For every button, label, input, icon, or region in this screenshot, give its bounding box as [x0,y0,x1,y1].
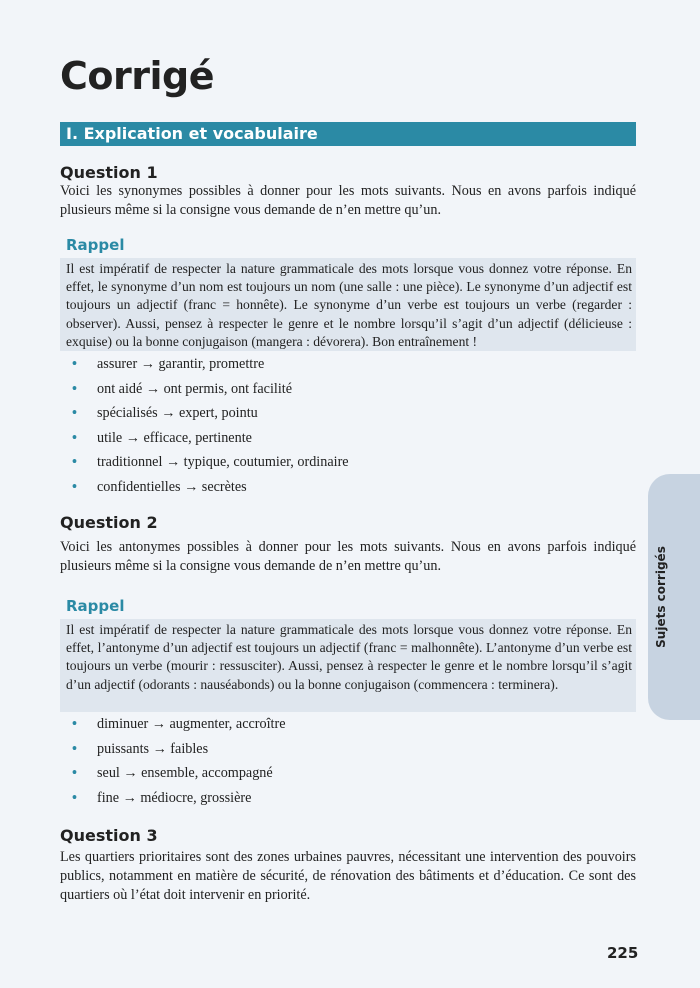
question-1-intro: Voici les synonymes possibles à donner pour les mots suivants. Nous en avons parfois indiqué plusieurs même si la consigne vous demande de n’en mettre qu’un. [60,183,636,218]
bullet-icon: • [72,380,77,397]
bullet-icon: • [72,429,77,446]
question-2-intro: Voici les antonymes possibles à donner pour les mots suivants. Nous en avons parfois indiqué plusieurs même si la consigne vous demande de n’en mettre qu’un. [60,539,636,574]
side-tab-label: Sujets corrigés [654,546,668,648]
section-heading-band: I. Explication et vocabulaire [60,122,636,146]
rappel-2-box [60,619,636,712]
list-item: • spécialisés → expert, pointu [72,405,258,421]
page-title: Corrigé [60,54,214,98]
list-item: • seul → ensemble, accompagné [72,765,273,781]
bullet-icon: • [72,716,77,732]
list-item: • fine → médiocre, grossière [72,789,252,806]
list-item: • confidentielles → secrètes [72,478,247,495]
list-item: • puissants → faibles [72,740,209,757]
bullet-icon: • [72,740,77,757]
question-2-heading: Question 2 [60,513,158,532]
rappel-1-title: Rappel [66,236,125,254]
page-number: 225 [607,944,639,962]
bullet-icon: • [72,405,77,421]
bullet-icon: • [72,765,77,781]
question-1-heading: Question 1 [60,163,158,182]
bullet-icon: • [72,356,77,372]
bullet-icon: • [72,478,77,495]
question-3-text: Les quartiers prioritaires sont des zones urbaines pauvres, nécessitant une intervention des pouvoirs publics, notamment en matière de sécurité, de rénovation des bâtiments et d’éducation. Ce sont des quartiers où l’état doit intervenir en priorité. [60,849,636,903]
question-3-heading: Question 3 [60,826,158,845]
rappel-1-text: Il est impératif de respecter la nature grammaticale des mots lorsque vous donnez votre réponse. En effet, le synonyme d’un nom est toujours un nom (une salle : une pièce). Le synonyme d’un adjectif est toujours un adjectif (franc = honnête). Le synonyme d’un verbe est toujours un verbe (regarder : observer). Aussi, pensez à respecter le genre et le nombre lorsqu’il s’agit d’un adjectif (délicieuse : exquise) ou la bonne conjugaison (mangera : dévorera). Bon entraînement ! [66,261,632,349]
list-item: • diminuer → augmenter, accroître [72,716,286,732]
list-item: • utile → efficace, pertinente [72,429,252,446]
list-item: • ont aidé → ont permis, ont facilité [72,380,293,397]
rappel-2-text: Il est impératif de respecter la nature grammaticale des mots lorsque vous donnez votre réponse. En effet, l’antonyme d’un adjectif est toujours un adjectif (franc = malhonnête). L’antonyme d’un verbe est toujours un verbe (mourir : ressusciter). Aussi, pensez à respecter le genre et le nombre lorsqu’il s’agit d’un adjectif (odorants : nauséabonds) ou la bonne conjugaison (commencera : terminera). [66,622,632,692]
list-item: • traditionnel → typique, coutumier, ordinaire [72,454,349,470]
antonyms-list [72,715,286,813]
bullet-icon: • [72,789,77,806]
synonyms-list [72,355,349,502]
bullet-icon: • [72,454,77,470]
rappel-1-box [60,258,636,351]
rappel-2-title: Rappel [66,597,125,615]
list-item: • assurer → garantir, promettre [72,356,265,372]
